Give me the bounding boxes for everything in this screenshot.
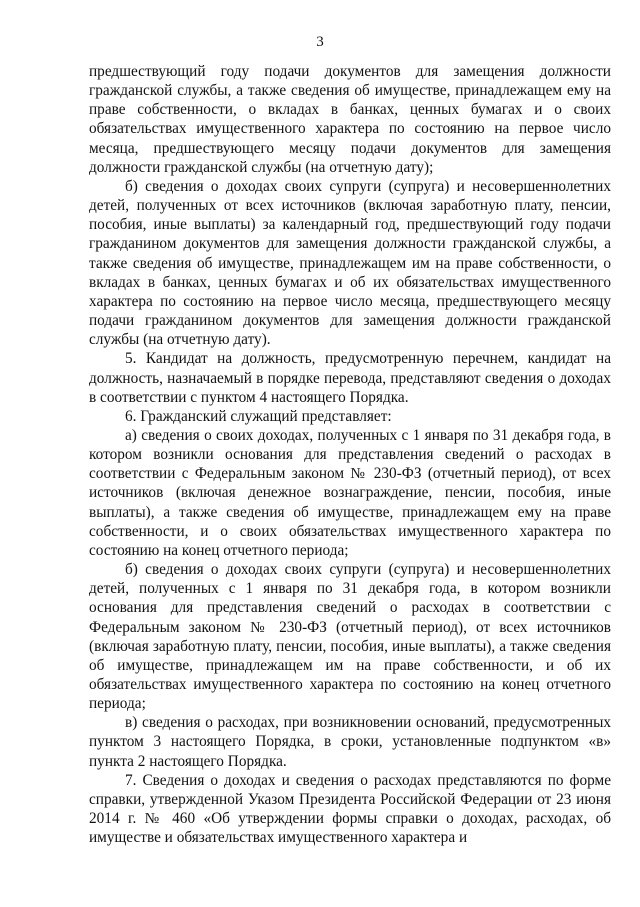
paragraph-continuation: предшествующий году подачи документов для замещения должности гражданской службы, а также сведения об имуществе, принадлежащем ему на праве собственности, о вкладах в банках, ценных бумагах и о своих обязательствах имущественного характера по состоянию на первое число месяца, предшествующего месяцу подачи документов для замещения должности гражданской службы (на отчетную дату); xyxy=(89,63,611,176)
paragraph-6: 6. Гражданский служащий представляет: xyxy=(125,407,392,425)
paragraph-5: 5. Кандидат на должность, предусмотренную перечнем, кандидат на должность, назначаемый в порядке перевода, представляют сведения о доходах в соответствии с пунктом 4 настоящего Порядка. xyxy=(89,350,611,406)
page-number: 3 xyxy=(316,34,324,50)
paragraph-4b: б) сведения о доходах своих супруги (супруга) и несовершеннолетних детей, полученных от всех источников (включая заработную плату, пенсии, пособия, иные выплаты) за календарный год, предшествующий году подачи гражданином документов для замещения должности гражданской службы, а также сведения об имуществе, принадлежащем им на праве собственности, о вкладах в банках, ценных бумагах и об их обязательствах имущественного характера по состоянию на первое число месяца, предшествующего месяцу подачи гражданином документов для замещения должности гражданской службы (на отчетную дату). xyxy=(89,177,611,349)
paragraph-7: 7. Сведения о доходах и сведения о расходах представляются по форме справки, утвержденной Указом Президента Российской Федерации от 23 июня 2014 г. № 460 «Об утверждении формы справки о доходах, расходах, об имуществе и обязательствах имущественного характера и xyxy=(89,771,611,847)
document-body xyxy=(89,62,611,847)
paragraph-6v: в) сведения о расходах, при возникновении оснований, предусмотренных пунктом 3 настоящего Порядка, в сроки, установленные подпунктом «в» пункта 2 настоящего Порядка. xyxy=(89,714,611,770)
paragraph-6b: б) сведения о доходах своих супруги (супруга) и несовершеннолетних детей, полученных с 1 января по 31 декабря года, в котором возникли основания для представления сведений о расходах в соответствии с Федеральным законом № 230-ФЗ (отчетный период), от всех источников (включая заработную плату, пенсии, пособия, иные выплаты), а также сведения об имуществе, принадлежащем им на праве собственности, и об их обязательствах имущественного характера по состоянию на конец отчетного периода; xyxy=(89,561,611,713)
paragraph-6a: а) сведения о своих доходах, полученных с 1 января по 31 декабря года, в котором возникли основания для представления сведений о расходах в соответствии с Федеральным законом № 230-ФЗ (отчетный период), от всех источников (включая денежное вознаграждение, пенсии, пособия, иные выплаты), а также сведения об имуществе, принадлежащем ему на праве собственности, и о своих обязательствах имущественного характера по состоянию на конец отчетного периода; xyxy=(89,426,611,559)
